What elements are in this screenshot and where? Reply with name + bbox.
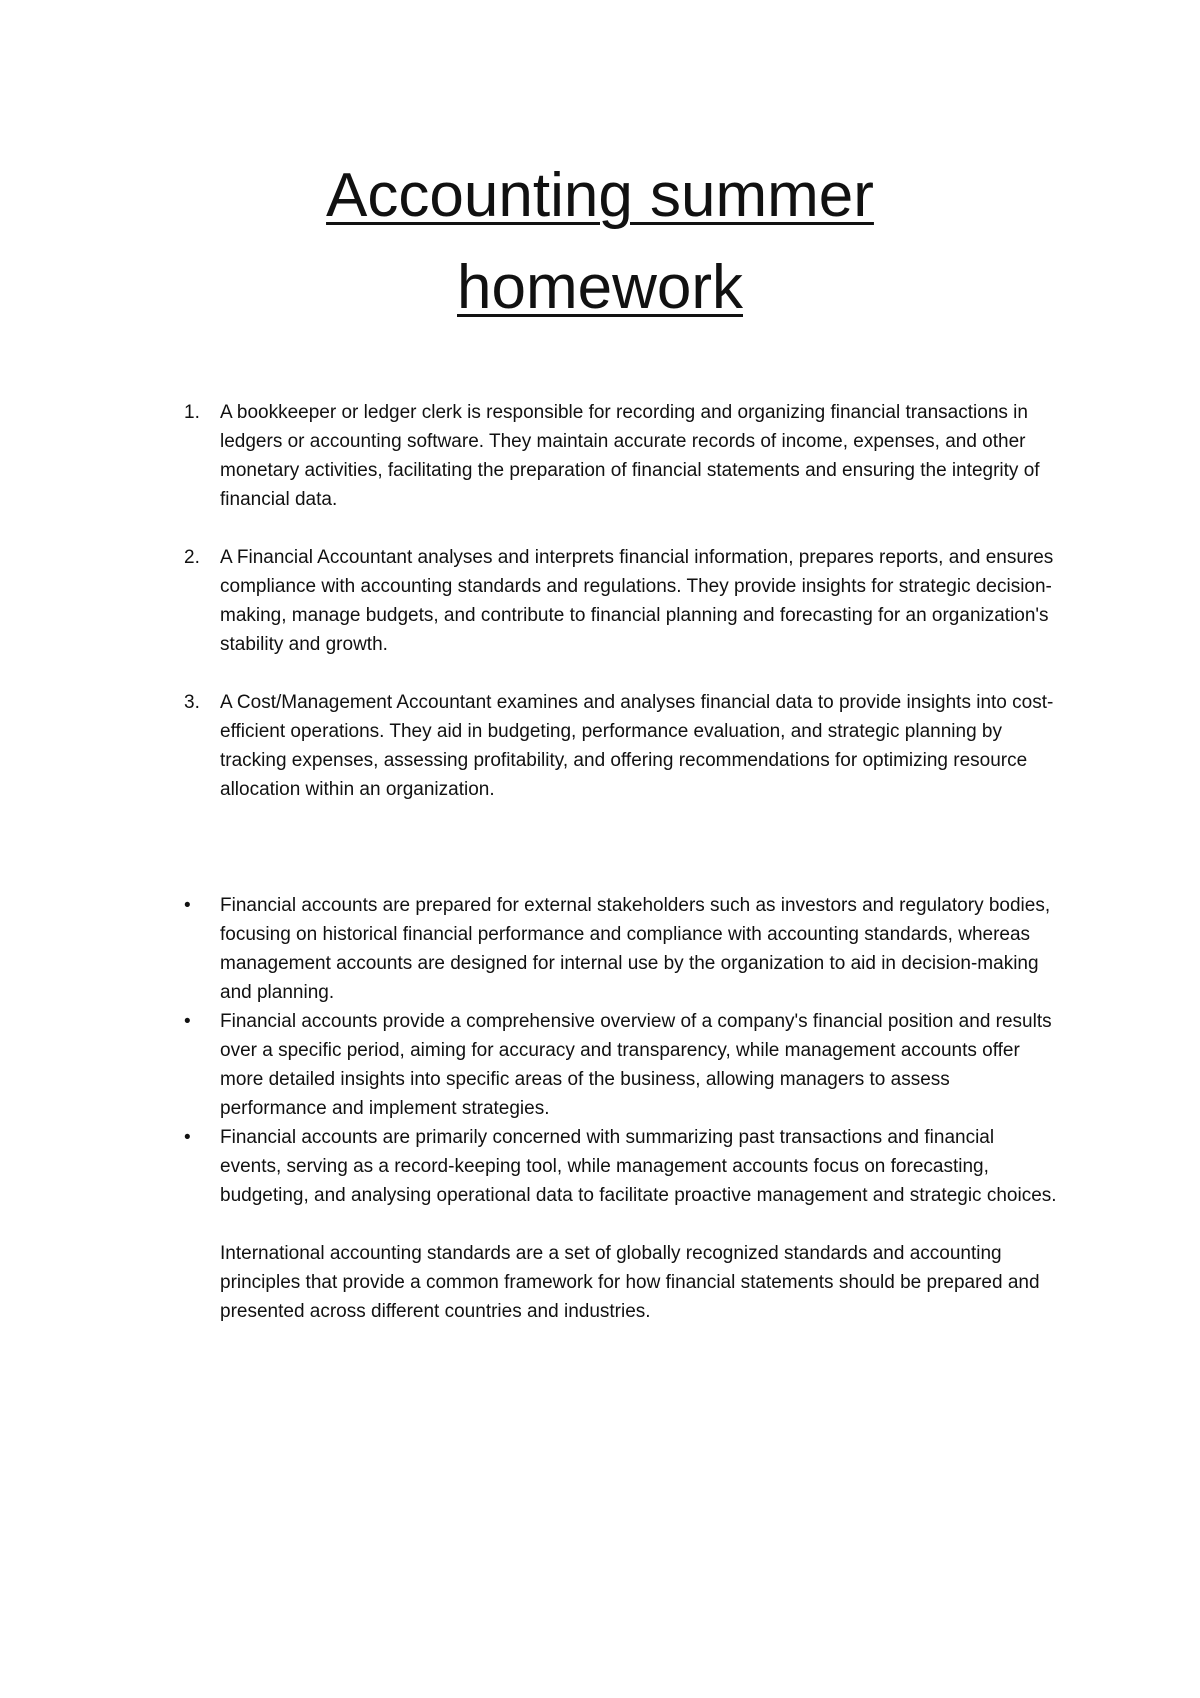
document-body	[160, 398, 1060, 1326]
numbered-item	[160, 688, 1060, 804]
bullet-item	[160, 1123, 1060, 1210]
numbered-list	[160, 398, 1060, 804]
list-number: 3.	[184, 692, 200, 713]
closing-paragraph: International accounting standards are a set of globally recognized standards and accounting principles that provide a common framework for how financial statements should be prepared and presented across different countries and industries.	[220, 1243, 1040, 1322]
bullet-item-text: Financial accounts provide a comprehensive overview of a company's financial position and results over a specific period, aiming for accuracy and transparency, while management accounts offer more detailed insights into specific areas of the business, allowing managers to assess performance and implement strategies.	[220, 1011, 1052, 1119]
bullet-item-text: Financial accounts are primarily concerned with summarizing past transactions and financial events, serving as a record-keeping tool, while management accounts focus on forecasting, budgeting, and analysing operational data to facilitate proactive management and strategic choices.	[220, 1127, 1057, 1206]
list-item-text: A Cost/Management Accountant examines and analyses financial data to provide insights into cost-efficient operations. They aid in budgeting, performance evaluation, and strategic planning by tracking expenses, assessing profitability, and offering recommendations for optimizing resource allocation within an organization.	[220, 692, 1054, 800]
bullet-list	[160, 891, 1060, 1210]
bullet-item	[160, 1007, 1060, 1123]
numbered-item	[160, 398, 1060, 514]
bullet-item	[160, 891, 1060, 1007]
list-item-text: A Financial Accountant analyses and interprets financial information, prepares reports, and ensures compliance with accounting standards and regulations. They provide insights for strategic decision-making, manage budgets, and contribute to financial planning and forecasting for an organization's stability and growth.	[220, 547, 1054, 655]
numbered-item	[160, 543, 1060, 659]
document-title: Accounting summer homework	[326, 161, 874, 322]
list-number: 1.	[184, 402, 200, 423]
bullet-icon: •	[184, 1011, 191, 1032]
bullet-icon: •	[184, 895, 191, 916]
list-number: 2.	[184, 547, 200, 568]
bullet-item-text: Financial accounts are prepared for external stakeholders such as investors and regulatory bodies, focusing on historical financial performance and compliance with accounting standards, whereas management accounts are designed for internal use by the organization to aid in decision-making and planning.	[220, 895, 1051, 1003]
bullet-icon: •	[184, 1127, 191, 1148]
list-item-text: A bookkeeper or ledger clerk is responsible for recording and organizing financial transactions in ledgers or accounting software. They maintain accurate records of income, expenses, and other monetary activities, facilitating the preparation of financial statements and ensuring the integrity of financial data.	[220, 402, 1040, 510]
